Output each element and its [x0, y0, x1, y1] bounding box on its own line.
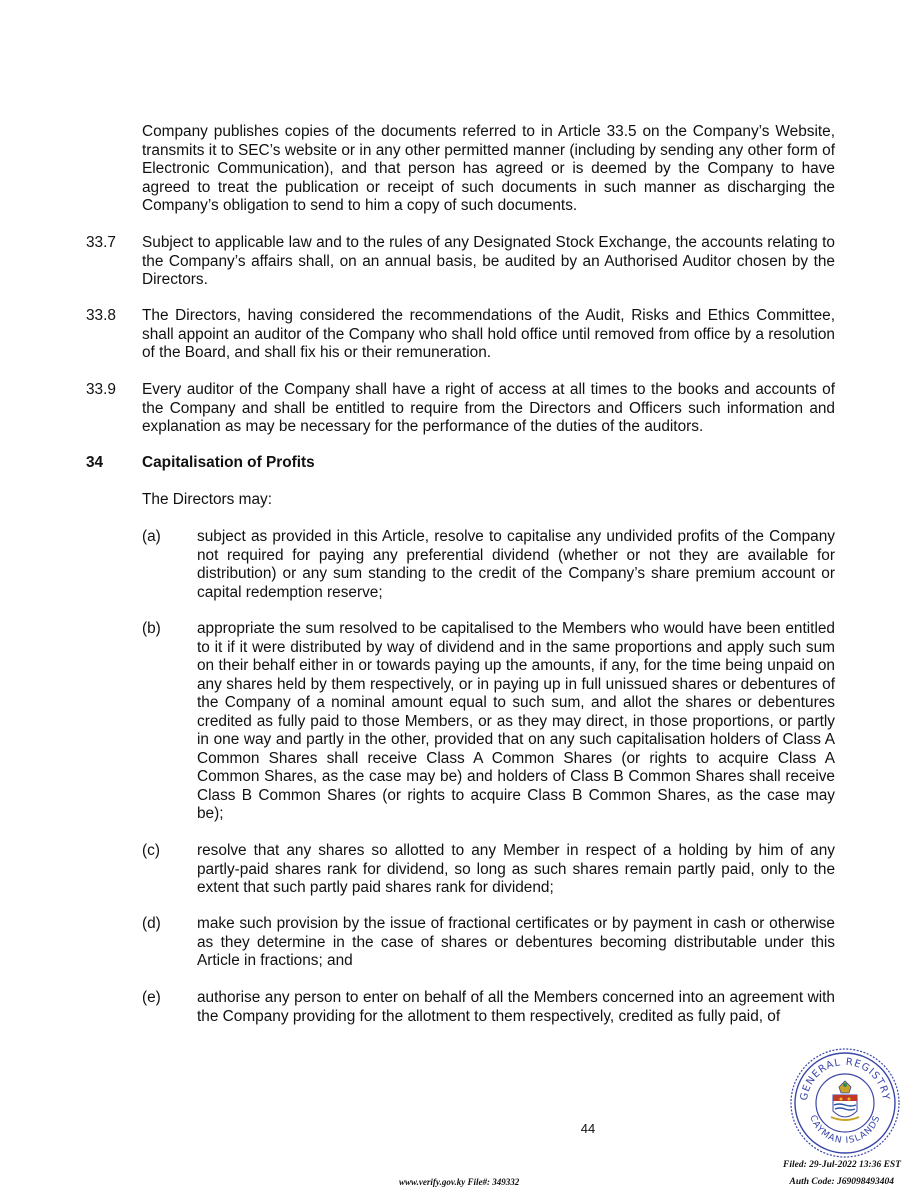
svg-text:CAYMAN ISLANDS	[807, 1114, 882, 1146]
item-letter: (d)	[142, 915, 161, 932]
item-letter: (a)	[142, 528, 161, 545]
seal-top-text: GENERAL REGISTRY	[798, 1056, 892, 1102]
item-letter: (e)	[142, 989, 161, 1006]
item-text-content: resolve that any shares so allotted to any Member in respect of a holding by him of any partly-paid shares rank for dividend, so long as such shares remain partly paid, only to the extent that such partly paid shares rank for dividend;	[197, 842, 835, 896]
item-text	[197, 528, 835, 602]
article-text	[142, 234, 835, 290]
seal-bottom-text: CAYMAN ISLANDS	[807, 1113, 883, 1147]
item-letter: (b)	[142, 620, 161, 637]
article-number: 33.8	[86, 307, 116, 324]
item-text	[197, 620, 835, 824]
article-number: 33.9	[86, 381, 116, 398]
item-text	[197, 842, 835, 898]
item-text-content: authorise any person to enter on behalf of all the Members concerned into an agreement with the Company providing for the allotment to them respectively, credited as fully paid, of	[197, 989, 835, 1025]
article-number: 33.7	[86, 234, 116, 251]
article-text-content: Subject to applicable law and to the rules of any Designated Stock Exchange, the accounts relating to the Company’s affairs shall, on an annual basis, be audited by an Authorised Auditor chosen by the Directors.	[142, 234, 835, 288]
article-text-content: Every auditor of the Company shall have a right of access at all times to the books and accounts of the Company and shall be entitled to require from the Directors and Officers such information and explanation as may be necessary for the performance of the duties of the auditors.	[142, 381, 835, 435]
article-text-content: The Directors, having considered the recommendations of the Audit, Risks and Ethics Committee, shall appoint an auditor of the Company who shall hold office until removed from office by a resolution of the Board, and shall fix his or their remuneration.	[142, 307, 835, 361]
general-registry-seal-icon	[789, 1047, 901, 1159]
section-number: 34	[86, 454, 104, 471]
item-text	[197, 989, 835, 1026]
article-text	[142, 307, 835, 363]
auth-code: Auth Code: J69098493404	[789, 1177, 894, 1187]
continuation-paragraph	[142, 123, 835, 216]
article-text	[142, 381, 835, 437]
continuation-text: Company publishes copies of the documents referred to in Article 33.5 on the Company’s Website, transmits it to SEC’s website or in any other permitted manner (including by sending any other form of Electronic Communication), and that person has agreed or is deemed by the Company to have agreed to treat the publication or receipt of such documents in such manner as discharging the Company’s obligation to send to him a copy of such documents.	[142, 123, 835, 214]
item-text-content: appropriate the sum resolved to be capitalised to the Members who would have been entitled to it if it were distributed by way of dividend and in the same proportions and apply such sum on their behalf either in or towards paying up the amounts, if any, for the time being unpaid on any shares held by them respectively, or in paying up in full unissued shares or debentures of the Company of a nominal amount equal to such sum, and allot the shares or debentures credited as fully paid to those Members, or as they may direct, in those proportions, or partly in one way and partly in the other, provided that on any such capitalisation holders of Class A Common Shares shall receive Class A Common Shares (or rights to acquire Class A Common Shares, as the case may be) and holders of Class B Common Shares shall receive Class B Common Shares (or rights to acquire Class B Common Shares, as the case may be);	[197, 620, 835, 822]
item-text	[197, 915, 835, 971]
page-number: 44	[580, 1121, 596, 1136]
filed-stamp: Filed: 29-Jul-2022 13:36 EST	[783, 1160, 901, 1170]
item-text-content: make such provision by the issue of fractional certificates or by payment in cash or otherwise as they determine in the case of shares or debentures becoming distributable under this Article in fractions; and	[197, 915, 835, 969]
intro-text: The Directors may:	[142, 491, 272, 508]
item-text-content: subject as provided in this Article, resolve to capitalise any undivided profits of the Company not required for paying any preferential dividend (whether or not they are available for distribution) or any sum standing to the credit of the Company’s share premium account or capital redemption reserve;	[197, 528, 835, 601]
section-title: Capitalisation of Profits	[142, 454, 315, 471]
item-letter: (c)	[142, 842, 160, 859]
verify-footer: www.verify.gov.ky File#: 349332	[399, 1177, 520, 1187]
